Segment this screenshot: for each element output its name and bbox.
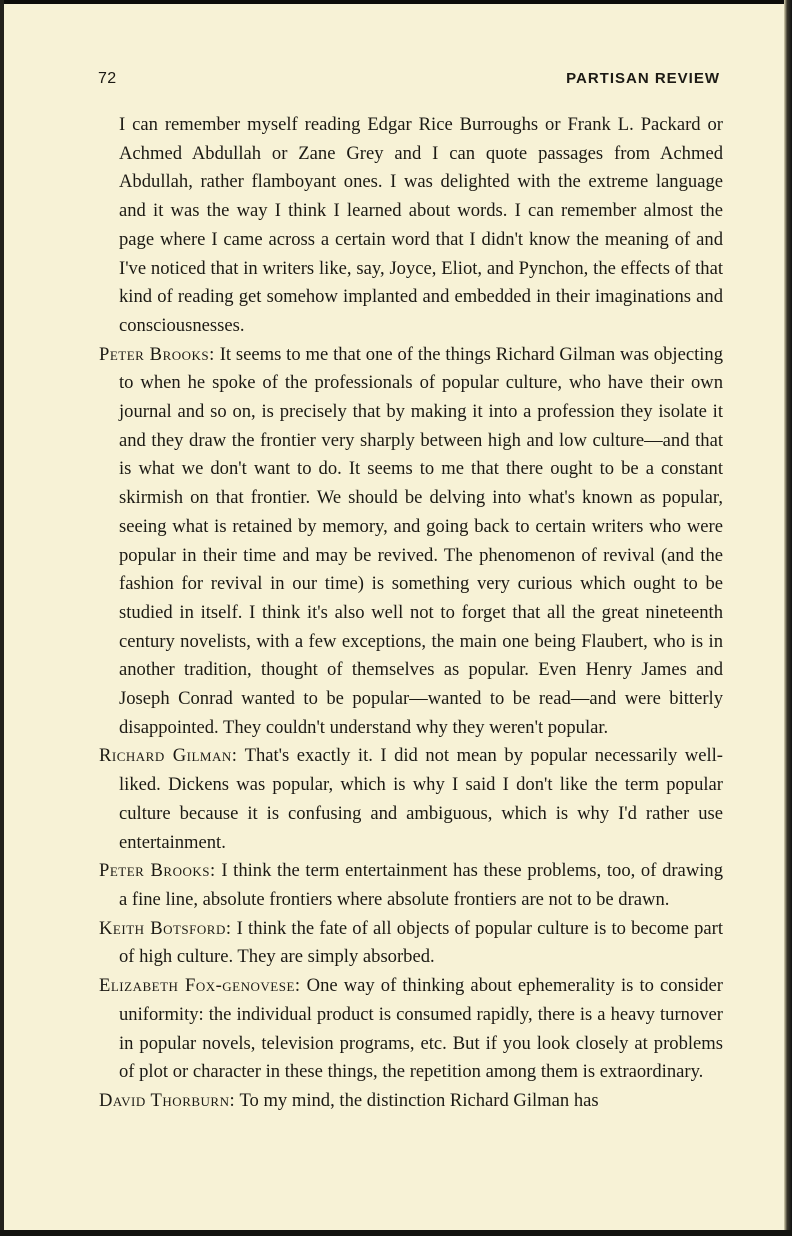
paragraph-text: That's exactly it. I did not mean by popular necessarily well-liked. Dickens was popular, which is why I said I don't like the term popular culture because it is confusing and ambiguous, which is why I'd rather use entertainment. <box>119 745 723 853</box>
scan-edge-top <box>0 0 792 4</box>
speaker-name: David Thorburn: <box>99 1089 236 1111</box>
running-head: PARTISAN REVIEW <box>566 70 720 87</box>
paragraph-text: I think the fate of all objects of popular culture is to become part of high culture. They are simply absorbed. <box>119 917 723 968</box>
page-number: 72 <box>98 70 117 87</box>
paragraph-text: I think the term entertainment has these problems, too, of drawing a fine line, absolute frontiers where absolute frontiers are not to be drawn. <box>119 860 724 910</box>
paragraph-richard-gilman <box>99 742 723 857</box>
body-text <box>99 111 723 1116</box>
scan-edge-bottom <box>0 1230 792 1236</box>
speaker-name: Elizabeth Fox-genovese: <box>99 975 301 997</box>
paragraph-text: To my mind, the distinction Richard Gilman has <box>239 1089 599 1111</box>
paragraph-text: One way of thinking about ephemerality is to consider uniformity: the individual product is consumed rapidly, there is a heavy turnover in popular novels, television programs, etc. But if you look closely at problems of plot or character in these things, the repetition among them is extraordinary. <box>119 975 723 1083</box>
paragraph-text: I can remember myself reading Edgar Rice Burroughs or Frank L. Packard or Achmed Abdullah or Zane Grey and I can quote passages from Achmed Abdullah, rather flamboyant ones. I was delighted with the extreme language and it was the way I think I learned about words. I can remember almost the page where I came across a certain word that I didn't know the meaning of and I've noticed that in writers like, say, Joyce, Eliot, and Pynchon, the effects of that kind of reading get somehow implanted and embedded in their imaginations and consciousnesses. <box>119 114 723 336</box>
speaker-name: Richard Gilman: <box>99 745 238 767</box>
paragraph-text: It seems to me that one of the things Richard Gilman was objecting to when he spoke of the professionals of popular culture, who have their own journal and so on, is precisely that by making it into a profession they isolate it and they draw the frontier very sharply between high and low culture—and that is what we don't want to do. It seems to me that there ought to be a constant skirmish on that frontier. We should be delving into what's known as popular, seeing what is retained by memory, and going back to certain writers who were popular in their time and may be revived. The phenomenon of revival (and the fashion for revival in our time) is something very curious which ought to be studied in itself. I think it's also well not to forget that all the great nineteenth century novelists, with a few exceptions, the main one being Flaubert, who is in another tradition, thought of themselves as popular. Even Henry James and Joseph Conrad wanted to be popular—wanted to be read—and were bitterly disappointed. They couldn't understand why they weren't popular. <box>119 343 723 738</box>
paragraph-keith-botsford <box>99 915 723 972</box>
paragraph-peter-brooks-2 <box>99 857 723 914</box>
speaker-name: Peter Brooks: <box>99 343 215 365</box>
paragraph-elizabeth-fox-genovese <box>99 972 723 1087</box>
speaker-name: Keith Botsford: <box>99 917 232 939</box>
paragraph-peter-brooks-1 <box>99 341 723 743</box>
scan-edge-right <box>784 0 792 1236</box>
paragraph-continuation <box>99 111 723 341</box>
scan-edge-left <box>0 0 4 1236</box>
speaker-name: Peter Brooks: <box>99 860 216 882</box>
paragraph-david-thorburn <box>99 1087 723 1116</box>
